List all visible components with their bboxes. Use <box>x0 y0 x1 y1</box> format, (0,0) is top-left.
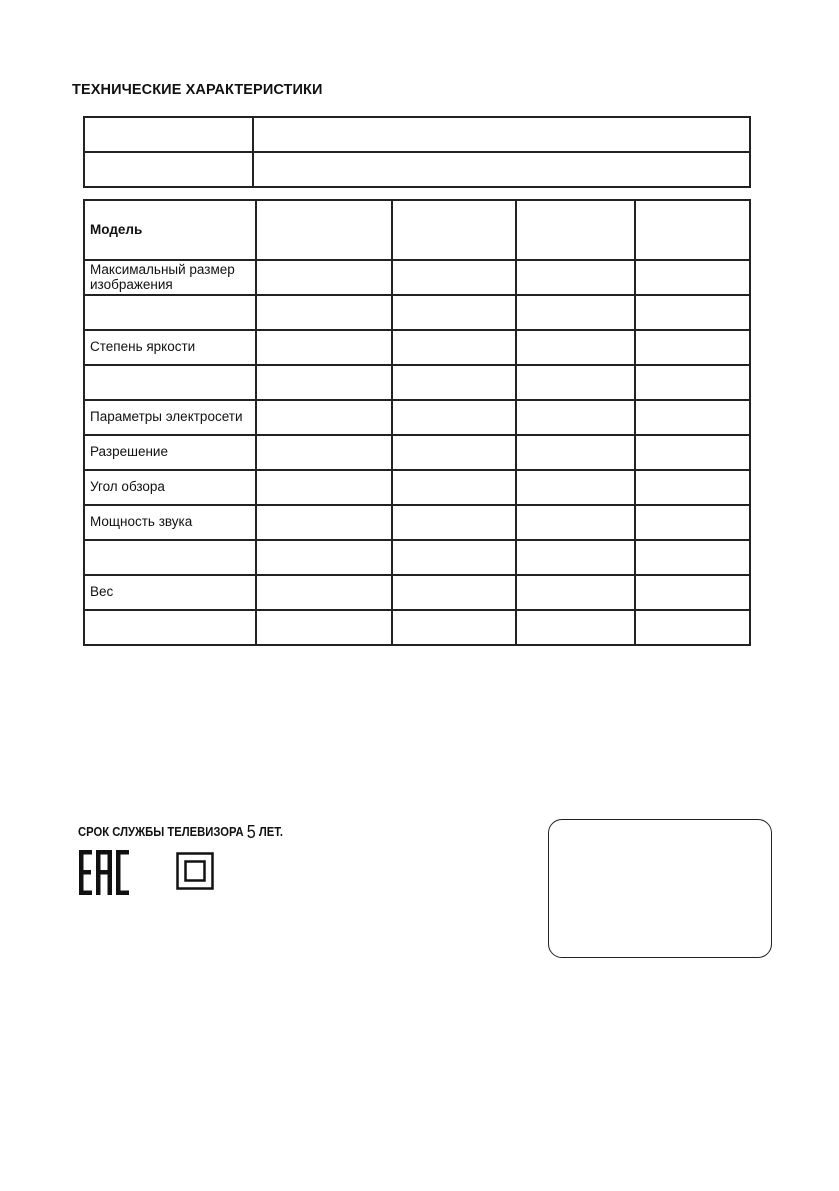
spec-value-cell <box>516 505 635 540</box>
spec-value-cell <box>256 610 392 645</box>
spec-value-cell <box>635 365 750 400</box>
spec-value-cell <box>516 540 635 575</box>
spec-value-cell <box>635 330 750 365</box>
spec-value-cell <box>635 435 750 470</box>
table-row <box>84 540 750 575</box>
table-row <box>84 295 750 330</box>
spec-value-cell <box>635 400 750 435</box>
spec-value-cell <box>635 200 750 260</box>
spec-value-cell <box>516 610 635 645</box>
spec-value-cell <box>516 365 635 400</box>
spec-value-cell <box>516 260 635 295</box>
spec-value-cell <box>256 575 392 610</box>
table-row <box>84 400 750 435</box>
table-cell <box>84 117 253 152</box>
spec-value-cell <box>516 435 635 470</box>
spec-value-cell <box>256 330 392 365</box>
sticker-placeholder <box>548 819 772 958</box>
spec-label: Степень яркости <box>84 330 256 365</box>
service-life-prefix: СРОК СЛУЖБЫ ТЕЛЕВИЗОРА <box>78 825 247 839</box>
spec-value-cell <box>256 400 392 435</box>
table-row <box>84 152 750 187</box>
spec-value-cell <box>256 365 392 400</box>
page-title: ТЕХНИЧЕСКИЕ ХАРАКТЕРИСТИКИ <box>72 82 323 98</box>
spec-value-cell <box>256 505 392 540</box>
table-row <box>84 117 750 152</box>
spec-value-cell <box>392 610 516 645</box>
spec-value-cell <box>635 470 750 505</box>
spec-value-cell <box>392 505 516 540</box>
table-row <box>84 470 750 505</box>
table-cell <box>253 152 750 187</box>
spec-value-cell <box>392 575 516 610</box>
spec-label <box>84 540 256 575</box>
model-label: Модель <box>84 200 256 260</box>
table-cell <box>253 117 750 152</box>
spec-value-cell <box>256 435 392 470</box>
table-row <box>84 200 750 260</box>
spec-value-cell <box>256 200 392 260</box>
spec-label: Максимальный размер изображения <box>84 260 256 295</box>
spec-value-cell <box>256 260 392 295</box>
spec-value-cell <box>392 330 516 365</box>
service-life-years: 5 <box>246 822 256 842</box>
header-info-table <box>83 116 751 188</box>
spec-value-cell <box>392 400 516 435</box>
spec-value-cell <box>392 200 516 260</box>
double-insulation-icon <box>176 852 214 890</box>
spec-label <box>84 295 256 330</box>
table-row <box>84 365 750 400</box>
spec-value-cell <box>392 540 516 575</box>
table-row <box>84 260 750 295</box>
spec-value-cell <box>635 575 750 610</box>
table-row <box>84 330 750 365</box>
service-life-suffix: ЛЕТ. <box>255 825 284 839</box>
spec-value-cell <box>392 260 516 295</box>
spec-label: Параметры электросети <box>84 400 256 435</box>
spec-value-cell <box>392 295 516 330</box>
spec-value-cell <box>256 470 392 505</box>
spec-value-cell <box>635 295 750 330</box>
spec-value-cell <box>516 200 635 260</box>
spec-value-cell <box>392 470 516 505</box>
spec-value-cell <box>516 295 635 330</box>
spec-label: Мощность звука <box>84 505 256 540</box>
spec-value-cell <box>635 540 750 575</box>
spec-value-cell <box>516 330 635 365</box>
spec-value-cell <box>392 365 516 400</box>
spec-value-cell <box>392 435 516 470</box>
table-row <box>84 610 750 645</box>
spec-value-cell <box>516 575 635 610</box>
spec-value-cell <box>256 295 392 330</box>
service-life-note <box>78 822 283 843</box>
spec-label: Разрешение <box>84 435 256 470</box>
spec-value-cell <box>635 260 750 295</box>
spec-label: Угол обзора <box>84 470 256 505</box>
table-row <box>84 505 750 540</box>
table-row <box>84 575 750 610</box>
spec-label <box>84 610 256 645</box>
spec-value-cell <box>516 470 635 505</box>
spec-value-cell <box>516 400 635 435</box>
table-row <box>84 435 750 470</box>
spec-value-cell <box>256 540 392 575</box>
spec-label <box>84 365 256 400</box>
spec-value-cell <box>635 610 750 645</box>
spec-value-cell <box>635 505 750 540</box>
table-cell <box>84 152 253 187</box>
spec-label: Вес <box>84 575 256 610</box>
eac-mark-icon <box>79 850 129 895</box>
specifications-table <box>83 199 751 646</box>
